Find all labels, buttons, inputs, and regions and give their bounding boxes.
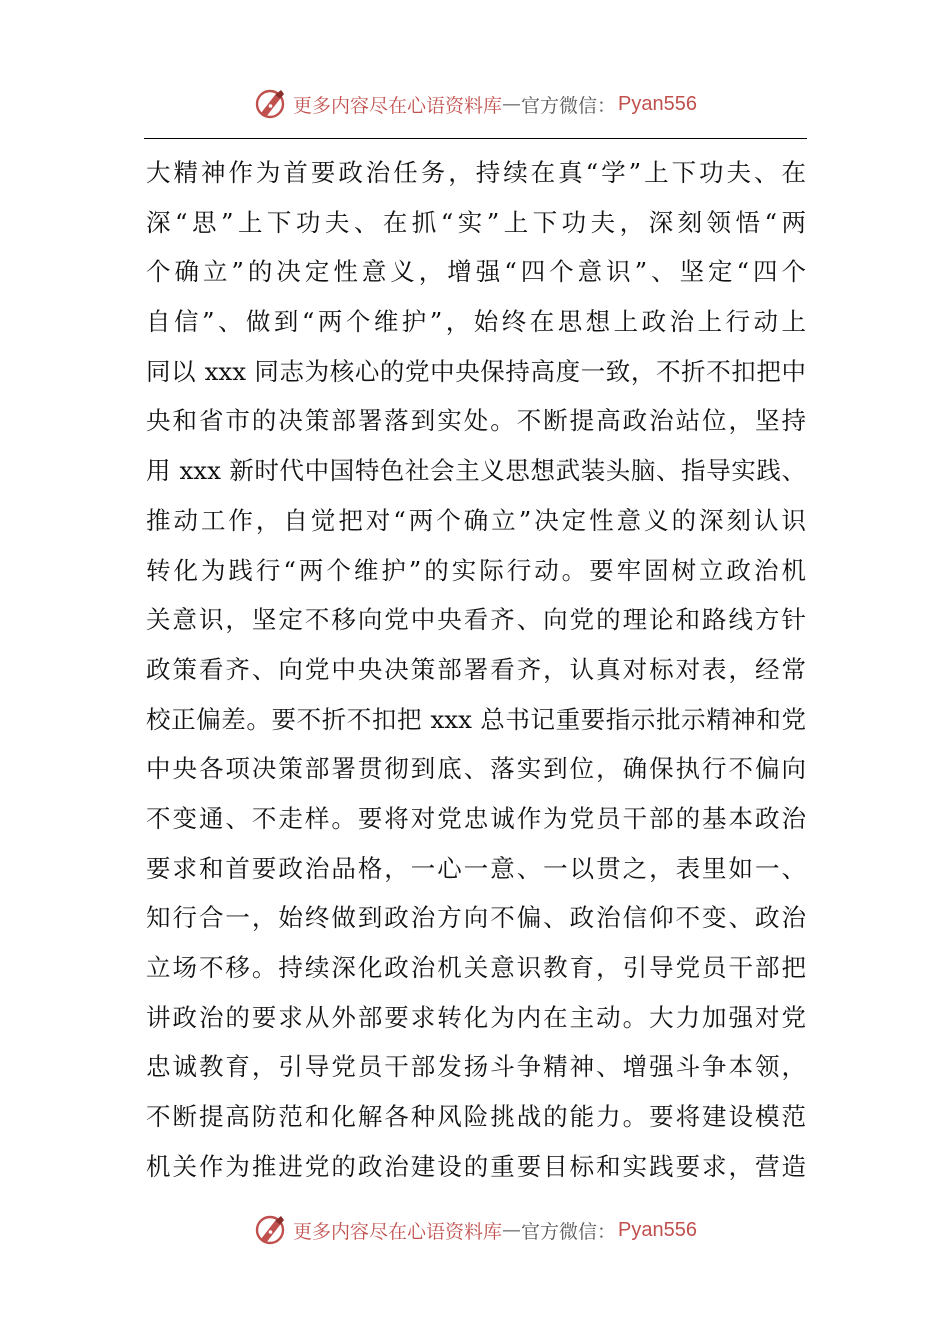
text-line: 转化为践行“两个维护”的实际行动。要牢固树立政治机: [146, 555, 806, 585]
text-line: 不变通、不走样。要将对党忠诚作为党员干部的基本政治: [146, 803, 806, 833]
text-line: 立场不移。持续深化政治机关意识教育，引导党员干部把: [146, 953, 806, 982]
text-line: 忠诚教育，引导党员干部发扬斗争精神、增强斗争本领，: [146, 1052, 806, 1082]
separator: —: [502, 1219, 522, 1241]
text-line: 不断提高防范和化解各种风险挑战的能力。要将建设模范: [146, 1102, 806, 1132]
text-line: 同以 xxx 同志为核心的党中央保持高度一致，不折不扣把中: [146, 356, 806, 386]
text-line: 个确立”的决定性意义，增强“四个意识”、坚定“四个: [146, 257, 806, 287]
text-line: 校正偏差。要不折不扣把 xxx 总书记重要指示批示精神和党: [146, 704, 806, 734]
text-line: 关意识，坚定不移向党中央看齐、向党的理论和路线方针: [146, 605, 806, 635]
footer-banner: [0, 1210, 950, 1250]
wechat-label: 官方微信：: [521, 1220, 617, 1243]
brand-text: 更多内容尽在心语资料库: [293, 1220, 503, 1243]
text-line: 大精神作为首要政治任务，持续在真“学”上下功夫、在: [146, 158, 806, 187]
wechat-id: Pyan556: [618, 1218, 697, 1241]
text-line: 推动工作，自觉把对“两个确立”决定性意义的深刻认识: [146, 505, 806, 535]
text-line: 知行合一，始终做到政治方向不偏、政治信仰不变、政治: [146, 903, 806, 933]
text-line: 央和省市的决策部署落到实处。不断提高政治站位，坚持: [146, 406, 806, 436]
separator: —: [502, 93, 522, 115]
header-divider: [144, 138, 807, 139]
pen-nib-circle-icon: [253, 86, 289, 122]
text-line: 机关作为推进党的政治建设的重要目标和实践要求，营造: [146, 1151, 806, 1181]
wechat-id: Pyan556: [618, 92, 697, 115]
header-banner: [0, 84, 950, 124]
document-body: [146, 148, 806, 1191]
text-line: 讲政治的要求从外部要求转化为内在主动。大力加强对党: [146, 1002, 806, 1032]
brand-text: 更多内容尽在心语资料库: [293, 94, 503, 117]
text-line: 中央各项决策部署贯彻到底、落实到位，确保执行不偏向: [146, 754, 806, 784]
pen-nib-circle-icon: [253, 1212, 289, 1248]
wechat-label: 官方微信：: [521, 94, 617, 117]
text-line: 深“思”上下功夫、在抓“实”上下功夫，深刻领悟“两: [146, 207, 806, 237]
text-line: 政策看齐、向党中央决策部署看齐，认真对标对表，经常: [146, 654, 806, 684]
text-line: 用 xxx 新时代中国特色社会主义思想武装头脑、指导实践、: [146, 456, 806, 486]
text-line: 自信”、做到“两个维护”，始终在思想上政治上行动上: [146, 307, 806, 337]
text-line: 要求和首要政治品格，一心一意、一以贯之，表里如一、: [146, 853, 806, 883]
